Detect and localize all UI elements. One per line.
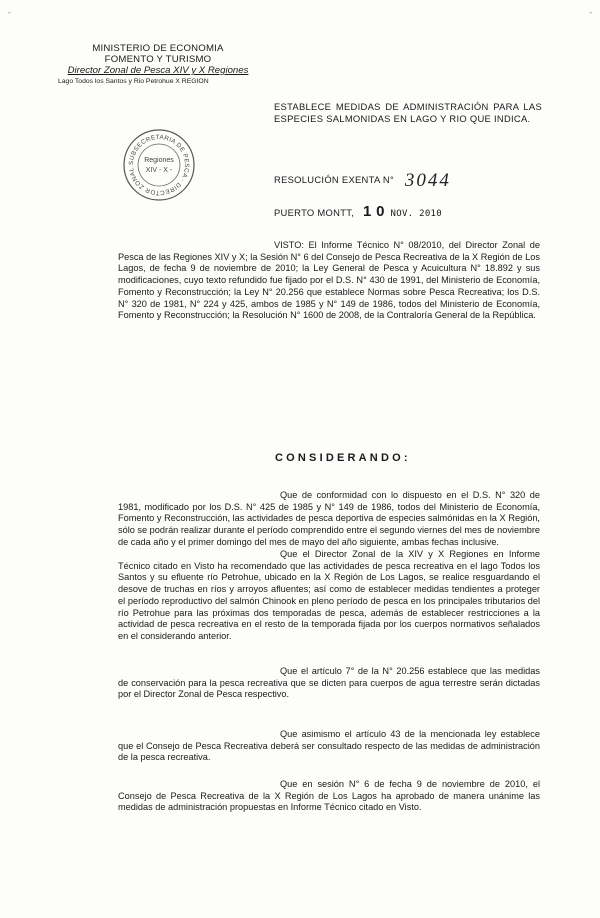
stamped-date	[363, 203, 442, 220]
seal-ring-text: SUBSECRETARIA DE PESCA · DIRECTOR ZONAL	[127, 133, 191, 197]
considerando-4: Que asimismo el artículo 43 de la mencionada ley establece que el Consejo de Pesca Recreativa deberá ser consultado respecto de las medidas de administración de la pesca recreativa.	[118, 729, 540, 763]
ministry-name: MINISTERIO DE ECONOMIA	[92, 43, 224, 54]
considerando-1: Que de conformidad con lo dispuesto en el D.S. N° 320 de 1981, modificado por los D.S. N° 425 de 1985 y N° 149 de 1986, todos del Ministerio de Economía, Fomento y Reconstrucción, las actividades de pesca deportiva de especies salmónidas en la X Región, sólo se podrán realizar durante el período comprendido entre el segundo viernes del mes de noviembre de cada año y el primer domingo del mes de mayo del año siguiente, ambas fechas inclusive.	[118, 490, 540, 547]
resolution-number: 3044	[404, 170, 451, 191]
seal-center-line1: Regiones	[144, 157, 174, 164]
considerando-5: Que en sesión N° 6 de fecha 9 de noviembre de 2010, el Consejo de Pesca Recreativa de la X Región de Los Lagos ha aprobado de manera unánime las medidas de administración propuestas en Informe Técnico citado en Visto.	[118, 779, 540, 813]
directorate-location: Lago Todos los Santos y Rio Petrohue X REGION	[58, 78, 209, 85]
letterhead	[58, 43, 258, 86]
place-label: PUERTO MONTT,	[274, 207, 355, 218]
ministry-subname: FOMENTO Y TURISMO	[104, 54, 212, 65]
directorate-name: Director Zonal de Pesca XIV y X Regiones	[67, 65, 249, 76]
document-subject: ESTABLECE MEDIDAS DE ADMINISTRACIÓN PARA LAS ESPECIES SALMONIDAS EN LAGO Y RIO QUE INDICA.	[274, 101, 542, 124]
official-seal	[122, 128, 196, 202]
seal-center-line2: XIV - X -	[145, 167, 173, 174]
resolution-label: RESOLUCIÓN EXENTA N°	[274, 174, 395, 185]
considerando-3: Que el artículo 7° de la N° 20.256 establece que las medidas de conservación para la pesca recreativa que se dicten para cuerpos de agua terrestre serán dictadas por el Director Zonal de Pesca respectivo.	[118, 666, 540, 700]
place-date-line	[274, 203, 442, 220]
visto-paragraph: VISTO: El Informe Técnico N° 08/2010, del Director Zonal de Pesca de las Regiones XIV y X; la Sesión N° 6 del Consejo de Pesca Recreativa de la X Región de Los Lagos, de fecha 9 de noviembre de 2010; la Ley General de Pesca y Acuicultura N° 18.892 y sus modificaciones, cuyo texto refundido fue fijado por el D.S. N° 430 de 1991, del Ministerio de Economía, Fomento y Reconstrucción; la Ley N° 20.256 que establece Normas sobre Pesca Recreativa; los D.S. N° 320 de 1981, N° 224 y 425, ambos de 1985 y N° 149 de 1986, todos del Ministerio de Economía, Fomento y Reconstrucción; la Resolución N° 1600 de 2008, de la Contraloría General de la República.	[118, 240, 540, 321]
considerando-2: Que el Director Zonal de la XIV y X Regiones en Informe Técnico citado en Visto ha recomendado que las actividades de pesca recreativa en el lago Todos los Santos y su efluente río Petrohue, ubicado en la X Región de Los Lagos, se realice resguardando el desove de truchas en ríos y arroyos afluentes; así como de establecer medidas tendientes a proteger el período reproductivo del salmón Chinook en pleno período de pesca en los principales tributarios del río Petrohue para las próximas dos temporadas de pesca, además de establecer restricciones a la actividad de pesca recreativa en el resto de la temporada fijada por los cuerpos normativos señalados en el considerando anterior.	[118, 549, 540, 641]
stamped-month-year: NOV. 2010	[390, 209, 442, 219]
corner-mark-left: -	[8, 8, 11, 17]
corner-mark-right: -	[589, 8, 592, 17]
stamped-day: 1 0	[363, 203, 385, 220]
considerando-title: CONSIDERANDO:	[275, 452, 411, 464]
resolution-line	[274, 167, 451, 191]
